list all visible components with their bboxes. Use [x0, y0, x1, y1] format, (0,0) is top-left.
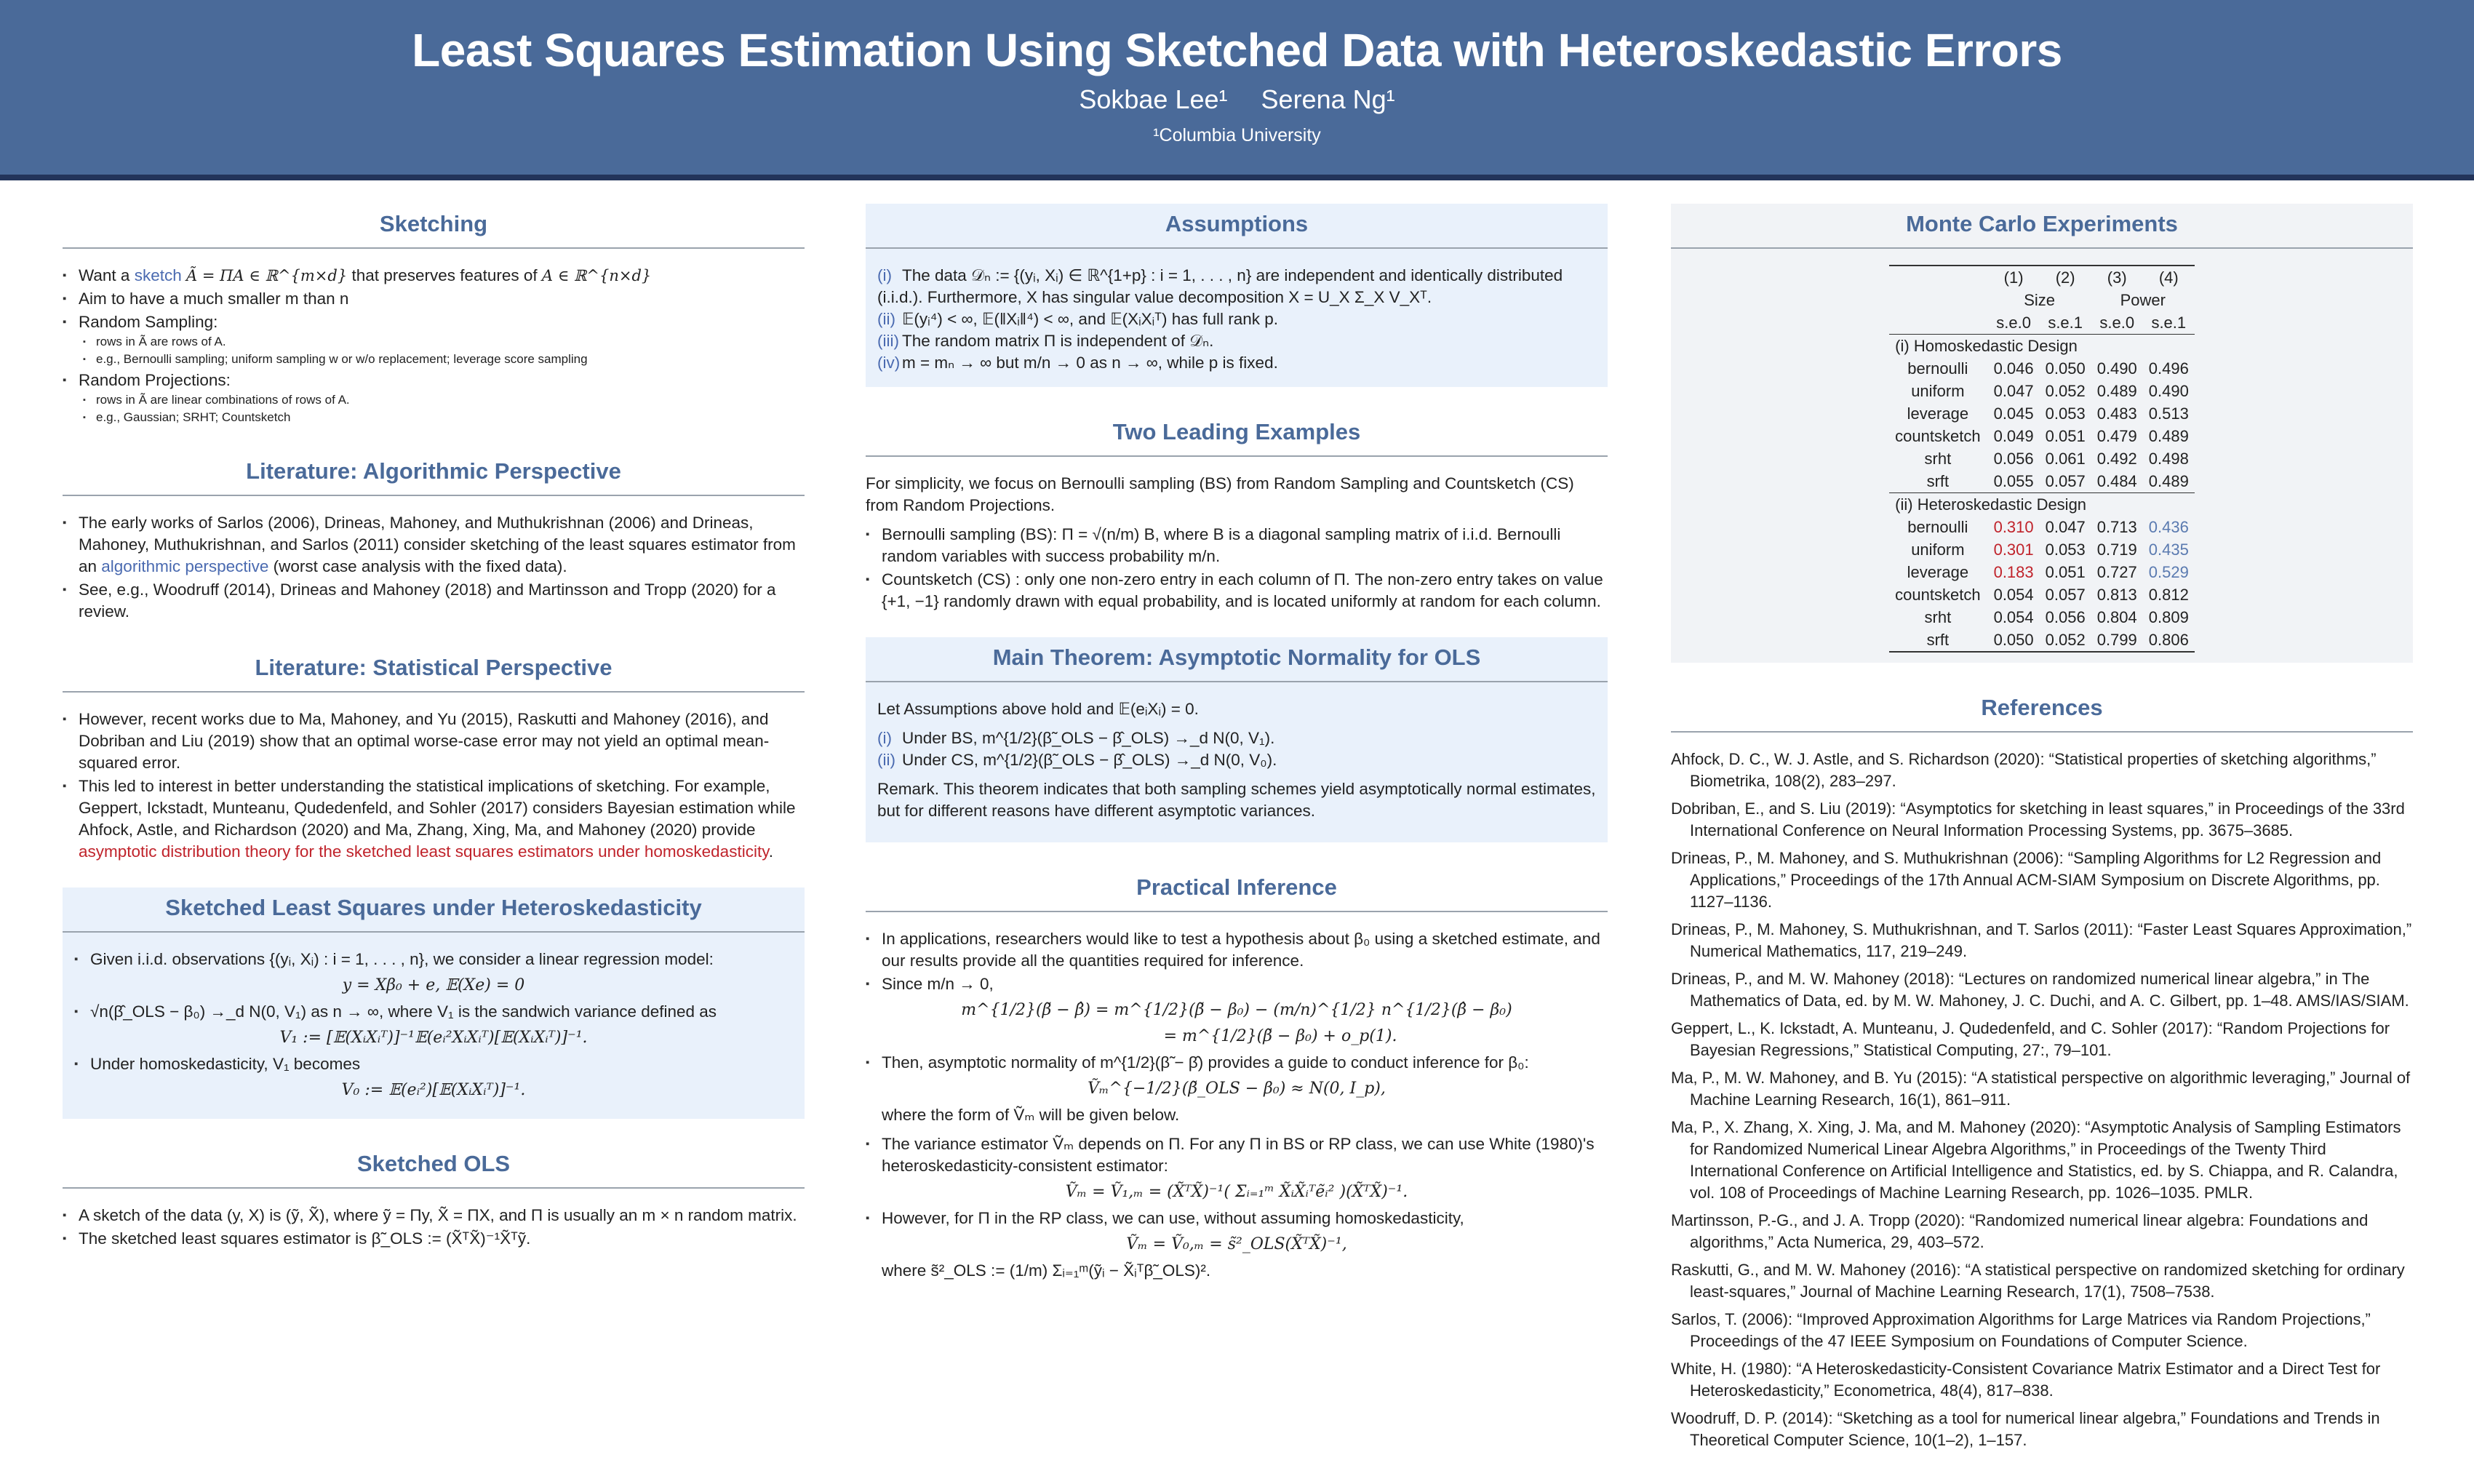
list-item	[877, 330, 1596, 352]
table-cell: 0.490	[2096, 359, 2137, 378]
list-item: ▪ However, for Π in the RP class, we can use, without assuming homoskedasticity,	[882, 1208, 1608, 1229]
table-row	[1889, 538, 2195, 561]
list-item: ▪ The variance estimator Ṽₘ depends on Π. For any Π in BS or RP class, we can use White (1980)'s heteroskedasticity-consistent estimator:	[882, 1133, 1608, 1177]
section-title: Practical Inference	[866, 867, 1608, 912]
results-table	[1889, 265, 2195, 653]
table-cell: 0.489	[2148, 427, 2189, 445]
bullet-list	[74, 1001, 793, 1023]
row-label: uniform	[1911, 540, 1965, 559]
table-cell: 0.054	[1993, 608, 2034, 626]
table-cell: 0.055	[1993, 472, 2034, 490]
section-sketched-least-squares	[63, 887, 805, 1119]
poster-title: Least Squares Estimation Using Sketched Data with Heteroskedastic Errors	[412, 24, 2062, 76]
table-cell: 0.719	[2096, 540, 2137, 559]
table-cell: 0.529	[2148, 563, 2189, 581]
reference-item: Ma, P., M. W. Mahoney, and B. Yu (2015): “A statistical perspective on algorithmic leveraging,” Journal of Machine Learning Research, 16(1), 861–911.	[1671, 1069, 2411, 1109]
bullet-list	[866, 1133, 1608, 1177]
section-assumptions	[866, 204, 1608, 387]
column-number: (3)	[2091, 266, 2143, 289]
sub-list	[79, 391, 805, 426]
table-row	[1889, 470, 2195, 493]
list-item: ▪ e.g., Gaussian; SRHT; Countsketch	[96, 409, 805, 426]
section-title: Two Leading Examples	[866, 412, 1608, 457]
table-header-row	[1889, 266, 2195, 289]
row-label: srft	[1926, 472, 1950, 490]
table-cell: 0.047	[1993, 382, 2034, 400]
section-literature-algorithmic	[63, 451, 805, 623]
column-number: (2)	[2040, 266, 2091, 289]
list-item	[877, 749, 1596, 771]
reference-item: White, H. (1980): “A Heteroskedasticity-Consistent Covariance Matrix Estimator and a Direct Test for Heteroskedasticity,” Econometrica, 48(4), 817–838.	[1671, 1360, 2381, 1400]
row-label: bernoulli	[1907, 518, 1968, 536]
section-title: Assumptions	[866, 204, 1608, 249]
table-cell	[1889, 266, 1987, 289]
equation: V₀ := 𝔼(eᵢ²)[𝔼(XᵢXᵢᵀ)]⁻¹.	[341, 1081, 526, 1099]
bullet-list	[866, 1052, 1608, 1074]
bullet-list	[63, 512, 805, 623]
list-item: ▪ Bernoulli sampling (BS): Π = √(n/m) B, where B is a diagonal sampling matrix of i.i.d. Bernoulli random variables with success probability m/n.	[882, 524, 1608, 567]
author-list	[0, 84, 2474, 115]
column-subheader: s.e.1	[2151, 314, 2187, 332]
item-text: Under CS, m^{1/2}(β̃_OLS − β̂_OLS) →_d N(0, V₀).	[902, 751, 1277, 769]
table-cell: 0.435	[2148, 540, 2189, 559]
table-cell: 0.809	[2148, 608, 2189, 626]
poster-header	[0, 0, 2474, 180]
table-row	[1889, 606, 2195, 629]
bullet-list	[866, 1208, 1608, 1229]
column-subheader: s.e.1	[2048, 314, 2083, 332]
equation: V₁ := [𝔼(XᵢXᵢᵀ)]⁻¹𝔼(eᵢ²XᵢXᵢᵀ)[𝔼(XᵢXᵢᵀ)]⁻¹.	[279, 1029, 588, 1047]
list-item: ▪ A sketch of the data (y, X) is (ỹ, X̃), where ỹ = Πy, X̃ = ΠX, and Π is usually an m × n random matrix.	[79, 1205, 805, 1226]
table-cell: 0.054	[1993, 586, 2034, 604]
table-body	[1889, 266, 2195, 652]
reference-item: Raskutti, G., and M. W. Mahoney (2016): “A statistical perspective on randomized sketching for ordinary least-squares,” Journal of Machine Learning Research, 17(1), 7508–7538.	[1671, 1261, 2405, 1301]
table-cell: 0.806	[2143, 629, 2195, 652]
table-group-row	[1889, 335, 2195, 358]
table-cell	[1889, 311, 1987, 335]
item-text: 𝔼(yᵢ⁴) < ∞, 𝔼(‖Xᵢ‖⁴) < ∞, and 𝔼(XᵢXᵢᵀ) has full rank p.	[902, 310, 1279, 328]
table-cell: 0.301	[1993, 540, 2034, 559]
item-label: (i)	[877, 729, 892, 747]
table-cell: 0.053	[2045, 404, 2086, 423]
table-cell: 0.436	[2148, 518, 2189, 536]
text: This led to interest in better understanding the statistical implications of sketching. For example, Geppert, Ickstadt, Munteanu, Qudedenfeld, and Sohler (2017) considers Bayesian estimation while Ahfock, Astle, and Richardson (2020) and Ma, Zhang, Xing, Ma, and Mahoney (2020) provide	[79, 777, 796, 839]
table-row	[1889, 447, 2195, 470]
list-item	[877, 727, 1596, 749]
list-item: ▪ √n(β̂_OLS − β₀) →_d N(0, V₁) as n → ∞, where V₁ is the sandwich variance defined as	[90, 1001, 793, 1023]
section-title: Literature: Statistical Perspective	[63, 647, 805, 693]
row-label: countsketch	[1895, 427, 1981, 445]
list-item	[877, 308, 1596, 330]
author-name: Serena Ng¹	[1261, 84, 1395, 114]
column-subheader: s.e.0	[2099, 314, 2135, 332]
table-cell: 0.496	[2148, 359, 2189, 378]
affiliation: ¹Columbia University	[1153, 125, 1321, 145]
paragraph: where the form of Ṽₘ will be given below.	[882, 1106, 1180, 1124]
bullet-list	[74, 949, 793, 970]
item-text: The random matrix Π is independent of 𝒟ₙ.	[902, 332, 1214, 350]
equation: Ṽₘ = Ṽ₀,ₘ = s̃²_OLS(X̃ᵀX̃)⁻¹,	[1126, 1235, 1347, 1253]
row-label: leverage	[1907, 563, 1969, 581]
table-cell: 0.484	[2096, 472, 2137, 490]
table-cell: 0.483	[2096, 404, 2137, 423]
table-cell: 0.052	[2040, 629, 2091, 652]
paragraph: where s̃²_OLS := (1/m) Σᵢ₌₁ᵐ(ỹᵢ − X̃ᵢᵀβ̃_OLS)².	[882, 1261, 1211, 1280]
table-cell: 0.489	[2096, 382, 2137, 400]
highlight-term: algorithmic perspective	[101, 557, 269, 575]
item-text: m = mₙ → ∞ but m/n → 0 as n → ∞, while p is fixed.	[902, 354, 1278, 372]
reference-item: Geppert, L., K. Ickstadt, A. Munteanu, J. Qudedenfeld, and C. Sohler (2017): “Random Projections for Bayesian Regressions,” Statistical Computing, 27:, 79–101.	[1671, 1019, 2390, 1059]
list-item: ▪ rows in Ã are rows of A.	[96, 333, 805, 351]
list-item: ▪ The sketched least squares estimator is β̃_OLS := (X̃ᵀX̃)⁻¹X̃ᵀỹ.	[79, 1228, 805, 1250]
list-item	[79, 512, 805, 578]
section-title: Sketching	[63, 204, 805, 249]
table-cell: 0.057	[2045, 586, 2086, 604]
table-cell: 0.498	[2148, 450, 2189, 468]
table-cell: 0.812	[2148, 586, 2189, 604]
row-label: srht	[1924, 450, 1952, 468]
list-item	[79, 370, 805, 426]
list-item: ▪ See, e.g., Woodruff (2014), Drineas and Mahoney (2018) and Martinsson and Tropp (2020) for a review.	[79, 579, 805, 623]
bullet-list	[74, 1053, 793, 1075]
bullet-list	[63, 709, 805, 863]
bullet-list	[63, 1205, 805, 1250]
enumerated-list	[877, 265, 1596, 374]
table-header-row	[1889, 311, 2195, 335]
column-group-label: Size	[2024, 291, 2056, 309]
table-cell: 0.051	[2045, 563, 2086, 581]
table-cell: 0.050	[1988, 629, 2040, 652]
table-cell: 0.492	[2096, 450, 2137, 468]
column-group-label: Power	[2120, 291, 2166, 309]
sub-list	[79, 333, 805, 368]
section-two-leading-examples	[866, 412, 1608, 613]
design-label: (ii) Heteroskedastic Design	[1889, 493, 2195, 516]
highlight-term: asymptotic distribution theory for the sketched least squares estimators under homoskedasticity	[79, 842, 769, 861]
remark: Remark. This theorem indicates that both sampling schemes yield asymptotically normal estimates, but for different reasons have different asymptotic variances.	[877, 780, 1596, 820]
column-left	[63, 204, 805, 1274]
table-cell: 0.053	[2045, 540, 2086, 559]
item-label: (i)	[877, 266, 892, 284]
text: The early works of Sarlos (2006), Drineas, Mahoney, and Muthukrishnan (2006) and Drineas, Mahoney, Muthukrishnan, and Sarlos (2011) consider sketching of the least squares estimator from an	[79, 514, 796, 575]
list-item: ▪ Countsketch (CS) : only one non-zero entry in each column of Π. The non-zero entry takes on value {+1, −1} randomly drawn with equal probability, and is located uniformly at random for each column.	[882, 569, 1608, 613]
column-number: (4)	[2143, 266, 2195, 289]
list-item: ▪ Since m/n → 0,	[882, 973, 1608, 995]
section-practical-inference	[866, 867, 1608, 1282]
table-row	[1889, 380, 2195, 402]
section-title: Main Theorem: Asymptotic Normality for OLS	[866, 637, 1608, 682]
reference-item: Martinsson, P.-G., and J. A. Tropp (2020): “Randomized numerical linear algebra: Foundations and algorithms,” Acta Numerica, 29, 403–572.	[1671, 1211, 2369, 1251]
text: (worst case analysis with the fixed data).	[268, 557, 567, 575]
author-name: Sokbae Lee¹	[1079, 84, 1228, 114]
table-cell: 0.052	[2045, 382, 2086, 400]
item-text: Under BS, m^{1/2}(β̃_OLS − β̂_OLS) →_d N(0, V₁).	[902, 729, 1275, 747]
table-cell: 0.045	[1993, 404, 2034, 423]
section-title: Sketched OLS	[63, 1144, 805, 1189]
section-title: Monte Carlo Experiments	[1671, 204, 2413, 249]
list-item: ▪ rows in Ã are linear combinations of rows of A.	[96, 391, 805, 409]
table-row	[1889, 357, 2195, 380]
table-cell: 0.056	[2045, 608, 2086, 626]
table-row	[1889, 402, 2195, 425]
row-label: bernoulli	[1907, 359, 1968, 378]
equation: Ṽₘ = Ṽ₁,ₘ = (X̃ᵀX̃)⁻¹( Σᵢ₌₁ᵐ X̃ᵢX̃ᵢᵀẽᵢ² )(X̃ᵀX̃)⁻¹.	[1065, 1183, 1408, 1201]
section-sketched-ols	[63, 1144, 805, 1250]
bullet-list	[63, 265, 805, 426]
list-item: ▪ Aim to have a much smaller m than n	[79, 288, 805, 310]
table-header-row	[1889, 289, 2195, 311]
table-row	[1889, 561, 2195, 583]
table-cell: 0.046	[1993, 359, 2034, 378]
section-references	[1671, 687, 2413, 1451]
equation: = m^{1/2}(β̃ − β₀) + o_p(1).	[1163, 1027, 1397, 1045]
reference-list	[1671, 749, 2413, 1451]
list-item: ▪ In applications, researchers would like to test a hypothesis about β₀ using a sketched estimate, and our results provide all the quantities required for inference.	[882, 928, 1608, 972]
table-cell: 0.061	[2045, 450, 2086, 468]
row-label: srft	[1889, 629, 1987, 652]
table-cell: 0.513	[2148, 404, 2189, 423]
reference-item: Drineas, P., M. Mahoney, S. Muthukrishnan, and T. Sarlos (2011): “Faster Least Squares Approximation,” Numerical Mathematics, 117, 219–249.	[1671, 920, 2412, 960]
paragraph: For simplicity, we focus on Bernoulli sampling (BS) from Random Sampling and Countsketch (CS) from Random Projections.	[866, 474, 1574, 514]
equation: Ṽₘ^{−1/2}(β̃_OLS − β₀) ≈ N(0, I_p),	[1088, 1080, 1386, 1098]
text: .	[768, 842, 774, 861]
list-item: ▪ However, recent works due to Ma, Mahoney, and Yu (2015), Raskutti and Mahoney (2016), and Dobriban and Liu (2019) show that an optimal worse-case error may not yield an optimal mean-squared error.	[79, 709, 805, 774]
design-label: (i) Homoskedastic Design	[1889, 335, 2195, 358]
text: Random Sampling:	[79, 313, 218, 331]
reference-item: Woodruff, D. P. (2014): “Sketching as a tool for numerical linear algebra,” Foundations and Trends in Theoretical Computer Science, 10(1–2), 1–157.	[1671, 1409, 2380, 1449]
reference-item: Drineas, P., M. Mahoney, and S. Muthukrishnan (2006): “Sampling Algorithms for L2 Regression and Applications,” Proceedings of the 17th Annual ACM-SIAM Symposium on Discrete Algorithms, pp. 1127–1136.	[1671, 849, 2382, 911]
paragraph: Let Assumptions above hold and 𝔼(eᵢXᵢ) = 0.	[877, 700, 1199, 718]
table-cell: 0.183	[1993, 563, 2034, 581]
table-cell: 0.804	[2096, 608, 2137, 626]
row-label: countsketch	[1895, 586, 1981, 604]
math-inline: Ã = ΠA ∈ ℝ^{m×d}	[186, 267, 348, 284]
list-item	[79, 775, 805, 863]
table-cell: 0.047	[2045, 518, 2086, 536]
table-row	[1889, 629, 2195, 652]
column-right	[1671, 204, 2413, 1476]
list-item: ▪ e.g., Bernoulli sampling; uniform sampling w or w/o replacement; leverage score sampling	[96, 351, 805, 368]
table-cell: 0.489	[2148, 472, 2189, 490]
item-label: (ii)	[877, 310, 895, 328]
item-text: The data 𝒟ₙ := {(yᵢ, Xᵢ) ∈ ℝ^{1+p} : i = 1, . . . , n} are independent and identically distributed (i.i.d.). Furthermore, X has singular value decomposition X = U_X Σ_X V_Xᵀ.	[877, 266, 1563, 306]
column-middle	[866, 204, 1608, 1307]
section-title: Sketched Least Squares under Heteroskedasticity	[63, 887, 805, 933]
list-item	[877, 265, 1596, 308]
bullet-list	[866, 524, 1608, 613]
text: that preserves features of	[347, 266, 542, 284]
section-monte-carlo	[1671, 204, 2413, 663]
table-cell	[1889, 289, 1987, 311]
row-label: uniform	[1911, 382, 1965, 400]
row-label: leverage	[1907, 404, 1969, 423]
item-label: (iv)	[877, 354, 901, 372]
table-row	[1889, 583, 2195, 606]
list-item: ▪ Under homoskedasticity, V₁ becomes	[90, 1053, 793, 1075]
column-subheader: s.e.0	[1996, 314, 2031, 332]
list-item	[79, 311, 805, 368]
table-row	[1889, 516, 2195, 538]
table-cell: 0.310	[1993, 518, 2034, 536]
math-inline: A ∈ ℝ^{n×d}	[541, 267, 652, 284]
equation: m^{1/2}(β̃ − β̂) = m^{1/2}(β̃ − β₀) − (m/n)^{1/2} n^{1/2}(β̂ − β₀)	[961, 1001, 1512, 1019]
list-item: ▪ Then, asymptotic normality of m^{1/2}(β̃ − β̂) provides a guide to conduct inference for β₀:	[882, 1052, 1608, 1074]
table-cell: 0.713	[2096, 518, 2137, 536]
table-cell: 0.057	[2045, 472, 2086, 490]
table-cell: 0.799	[2091, 629, 2143, 652]
row-label: srht	[1924, 608, 1952, 626]
reference-item: Ahfock, D. C., W. J. Astle, and S. Richardson (2020): “Statistical properties of sketching algorithms,” Biometrika, 108(2), 283–297.	[1671, 750, 2377, 790]
equation: y = Xβ₀ + e, 𝔼(Xe) = 0	[342, 976, 525, 994]
column-number: (1)	[1988, 266, 2040, 289]
table-cell: 0.050	[2045, 359, 2086, 378]
table-cell: 0.051	[2045, 427, 2086, 445]
list-item: ▪ Given i.i.d. observations {(yᵢ, Xᵢ) : i = 1, . . . , n}, we consider a linear regression model:	[90, 949, 793, 970]
table-row	[1889, 425, 2195, 447]
section-title: Literature: Algorithmic Perspective	[63, 451, 805, 496]
reference-item: Sarlos, T. (2006): “Improved Approximation Algorithms for Large Matrices via Random Projections,” Proceedings of the 47 IEEE Symposium on Foundations of Computer Science.	[1671, 1310, 2371, 1350]
enumerated-list	[877, 727, 1596, 771]
text: Want a	[79, 266, 135, 284]
highlight-term: sketch	[134, 266, 182, 284]
item-label: (ii)	[877, 751, 895, 769]
table-cell: 0.049	[1993, 427, 2034, 445]
item-label: (iii)	[877, 332, 899, 350]
text: Random Projections:	[79, 371, 231, 389]
bullet-list	[866, 928, 1608, 995]
table-group-row	[1889, 493, 2195, 516]
reference-item: Dobriban, E., and S. Liu (2019): “Asymptotics for sketching in least squares,” in Proceedings of the 33rd International Conference on Neural Information Processing Systems, pp. 3675–3685.	[1671, 799, 2405, 839]
section-main-theorem	[866, 637, 1608, 842]
section-sketching	[63, 204, 805, 426]
section-literature-statistical	[63, 647, 805, 863]
section-title: References	[1671, 687, 2413, 733]
table-cell: 0.727	[2096, 563, 2137, 581]
table-cell: 0.479	[2096, 427, 2137, 445]
reference-item: Drineas, P., and M. W. Mahoney (2018): “Lectures on randomized numerical linear algebra,” in The Mathematics of Data, ed. by M. W. Mahoney, J. C. Duchi, and A. C. Gilbert, pp. 1–48. AMS/IAS/SIAM.	[1671, 970, 2409, 1010]
table-cell: 0.056	[1993, 450, 2034, 468]
table-cell: 0.813	[2096, 586, 2137, 604]
table-cell: 0.490	[2148, 382, 2189, 400]
reference-item: Ma, P., X. Zhang, X. Xing, J. Ma, and M. Mahoney (2020): “Asymptotic Analysis of Sampling Estimators for Randomized Numerical Linear Algebra Algorithms,” in Proceedings of the Twenty Third International Conference on Artificial Intelligence and Statistics, ed. by S. Chiappa, and R. Calandra, vol. 108 of Proceedings of Machine Learning Research, pp. 1026–1035. PMLR.	[1671, 1118, 2401, 1202]
list-item	[79, 265, 805, 287]
list-item	[877, 352, 1596, 374]
